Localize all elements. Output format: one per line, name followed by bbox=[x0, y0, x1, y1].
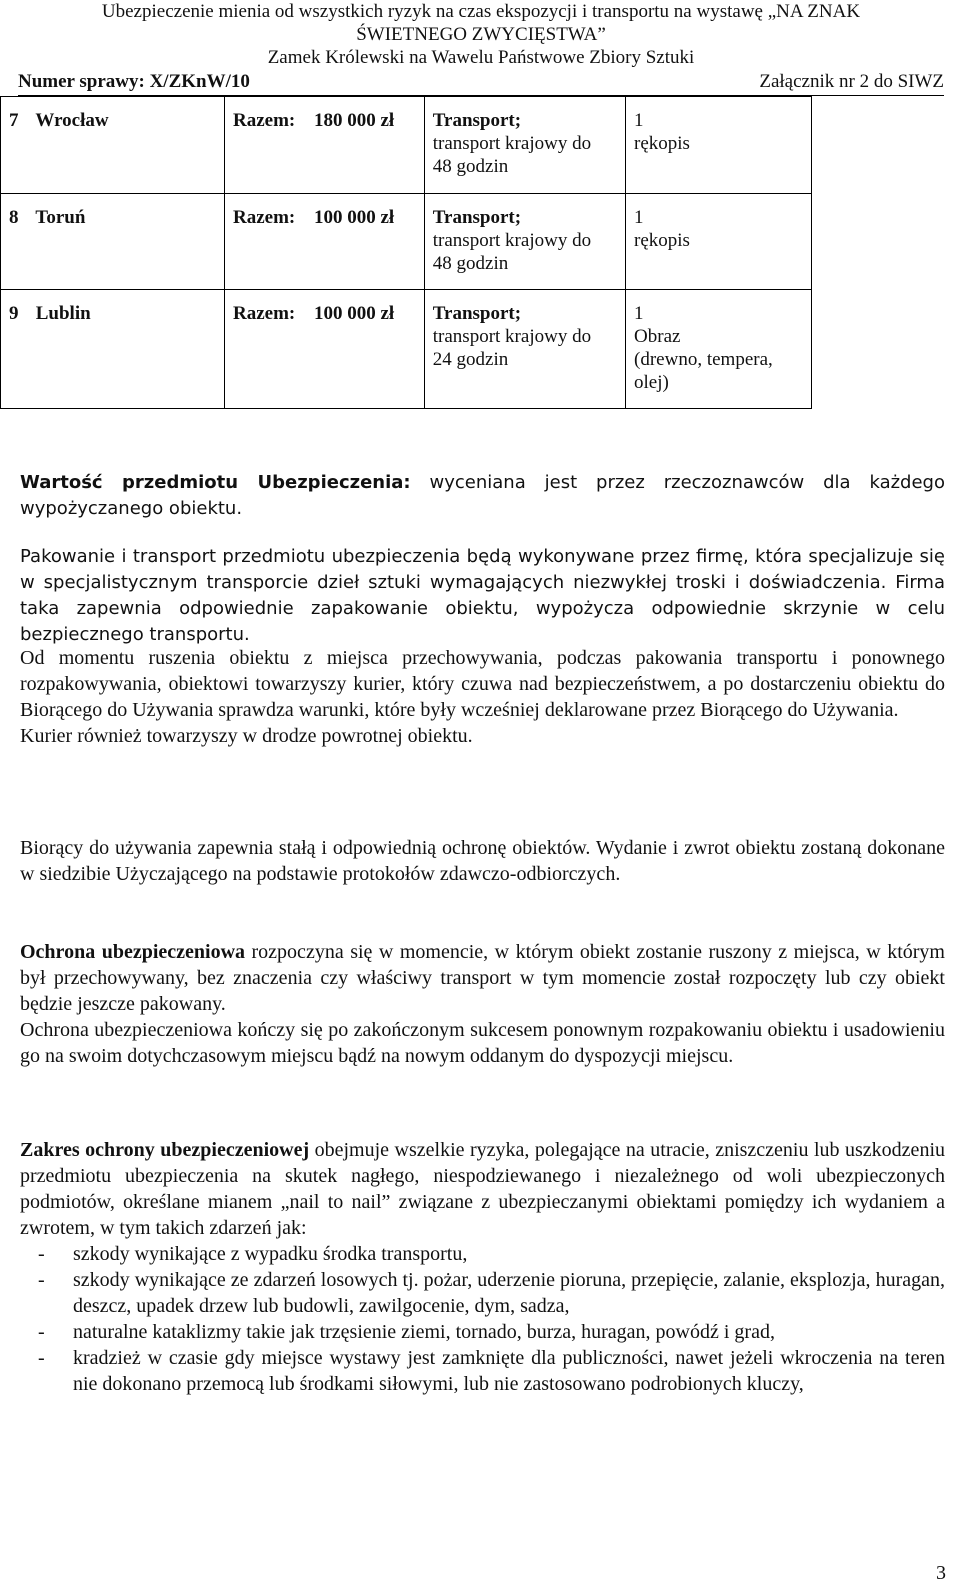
protection-end-text: Ochrona ubezpieczeniowa kończy się po zakończonym sukcesem ponownym rozpakowaniu obiektu i usadowieniu go na swoim dotychczasowym miejscu bądź na nowym oddanym do dyspozycji miejscu. bbox=[20, 1019, 945, 1067]
list-item: - szkody wynikające ze zdarzeń losowych tj. pożar, uderzenie pioruna, przepięcie, zalanie, eksplozja, huragan, deszcz, upadek drzew lub budowli, zawilgocenie, dym, sadza, bbox=[0, 1267, 945, 1319]
location-cell bbox=[1, 97, 225, 194]
table-row bbox=[1, 194, 812, 290]
transport-line: transport krajowy do bbox=[432, 230, 592, 251]
transport-title: Transport; bbox=[432, 303, 522, 324]
city: Toruń bbox=[35, 207, 86, 228]
protection-paragraph bbox=[20, 939, 945, 1069]
city: Lublin bbox=[35, 303, 91, 324]
item-count: 1 bbox=[634, 207, 644, 228]
amount-value: 100 000 zł bbox=[313, 207, 395, 228]
value-label: Wartość przedmiotu Ubezpieczenia: bbox=[20, 472, 411, 493]
scope-paragraph bbox=[20, 1137, 945, 1397]
list-item: - szkody wynikające z wypadku środka transportu, bbox=[0, 1241, 945, 1267]
transport-title: Transport; bbox=[432, 207, 522, 228]
amount-label: Razem: bbox=[232, 207, 296, 228]
transport-cell bbox=[424, 290, 625, 409]
exhibit-items-table bbox=[0, 96, 812, 409]
item-cell bbox=[626, 97, 812, 194]
location-cell bbox=[1, 194, 225, 290]
item-material-cont: olej) bbox=[634, 372, 669, 393]
amount-label: Razem: bbox=[232, 303, 296, 324]
scope-label: Zakres ochrony ubezpieczeniowej bbox=[20, 1139, 310, 1161]
item-count: 1 bbox=[634, 110, 644, 131]
value-text: wyceniana jest przez rzeczoznawców dla każdego wypożyczanego obiektu. bbox=[20, 472, 945, 519]
amount-cell bbox=[224, 290, 424, 409]
table-row bbox=[1, 97, 812, 194]
list-item: - kradzież w czasie gdy miejsce wystawy jest zamknięte dla publiczności, nawet jeżeli wkroczenia na teren nie dokonano przemocą lub środkami siłowymi, lub nie zastosowano podrobionych kluczy, bbox=[0, 1345, 945, 1397]
transport-title: Transport; bbox=[432, 110, 522, 131]
borrower-paragraph bbox=[20, 835, 945, 887]
risk-list bbox=[0, 1241, 945, 1397]
amount-cell bbox=[224, 97, 424, 194]
packing-paragraph bbox=[20, 544, 945, 648]
item-type: rękopis bbox=[634, 133, 690, 154]
row-number: 9 bbox=[9, 303, 19, 324]
courier-text: Od momentu ruszenia obiektu z miejsca przechowywania, podczas pakowania transportu i ponownego rozpakowywania, obiektowi towarzyszy kurier, który czuwa nad bezpieczeństwem, a po dostarczeniu obiektu do Biorącego do Używania sprawdza warunki, które były wcześniej deklarowane przez Biorącego do Używania. bbox=[20, 647, 945, 721]
scope-text: obejmuje wszelkie ryzyka, polegające na utracie, zniszczeniu lub uszkodzeniu przedmiotu ubezpieczenia na skutek nagłego, niespodziewanego i niezależnego od woli ubezpieczonych podmiotów, określane mianem „nail to nail” związane z ubezpieczanymi obiektami pomiędzy ich wydaniem a zwrotem, w tym takich zdarzeń jak: bbox=[20, 1139, 945, 1239]
header-title-line-1: Ubezpieczenie mienia od wszystkich ryzyk na czas ekspozycji i transportu na wystawę „NA ZNAK bbox=[101, 1, 861, 22]
row-number: 7 bbox=[9, 110, 19, 131]
page-number: 3 bbox=[936, 1562, 946, 1584]
item-count: 1 bbox=[634, 303, 644, 324]
protection-label: Ochrona ubezpieczeniowa bbox=[20, 941, 246, 963]
document-header bbox=[18, 0, 944, 96]
attachment-label: Załącznik nr 2 do SIWZ bbox=[759, 71, 944, 92]
amount-cell bbox=[224, 194, 424, 290]
amount-value: 180 000 zł bbox=[313, 110, 395, 131]
transport-duration: 48 godzin bbox=[432, 156, 509, 177]
transport-duration: 24 godzin bbox=[432, 349, 509, 370]
amount-label: Razem: bbox=[232, 110, 296, 131]
list-item: - naturalne kataklizmy takie jak trzęsienie ziemi, tornado, burza, huragan, powódź i grad, bbox=[0, 1319, 945, 1345]
transport-duration: 48 godzin bbox=[432, 253, 509, 274]
transport-cell bbox=[424, 194, 625, 290]
value-paragraph bbox=[20, 470, 945, 522]
courier-paragraph bbox=[20, 645, 945, 749]
item-type: rękopis bbox=[634, 230, 690, 251]
borrower-text: Biorący do używania zapewnia stałą i odpowiednią ochronę obiektów. Wydanie i zwrot obiektu zostaną dokonane w siedzibie Użyczającego na podstawie protokołów zdawczo-odbiorczych. bbox=[20, 837, 945, 885]
location-cell bbox=[1, 290, 225, 409]
header-reference-row bbox=[18, 70, 944, 93]
header-institution: Zamek Królewski na Wawelu Państwowe Zbiory Sztuki bbox=[267, 47, 695, 68]
item-cell bbox=[626, 290, 812, 409]
transport-line: transport krajowy do bbox=[432, 326, 592, 347]
protection-text: rozpoczyna się w momencie, w którym obiekt zostanie ruszony z miejsca, w którym był przechowywany, bez znaczenia czy właściwy transport w tym momencie został rozpoczęty lub czy obiekt będzie jeszcze pakowany. bbox=[20, 941, 945, 1015]
table-row bbox=[1, 290, 812, 409]
courier-return-text: Kurier również towarzyszy w drodze powrotnej obiektu. bbox=[20, 725, 473, 747]
row-number: 8 bbox=[9, 207, 19, 228]
amount-value: 100 000 zł bbox=[313, 303, 395, 324]
case-number: Numer sprawy: X/ZKnW/10 bbox=[18, 71, 250, 92]
item-cell bbox=[626, 194, 812, 290]
city: Wrocław bbox=[35, 110, 109, 131]
item-type: Obraz bbox=[634, 326, 681, 347]
packing-text: Pakowanie i transport przedmiotu ubezpieczenia będą wykonywane przez firmę, która specjalizuje się w specjalistycznym transporcie dzieł sztuki wymagających niezwykłej troski i doświadczenia. Firma taka zapewnia odpowiednie zapakowanie obiektu, wypożycza odpowiednie skrzynie w celu bezpiecznego transportu. bbox=[20, 546, 945, 645]
item-material: (drewno, tempera, bbox=[634, 349, 773, 370]
transport-line: transport krajowy do bbox=[432, 133, 592, 154]
transport-cell bbox=[424, 97, 625, 194]
header-title-line-2: ŚWIETNEGO ZWYCIĘSTWA” bbox=[356, 24, 606, 45]
